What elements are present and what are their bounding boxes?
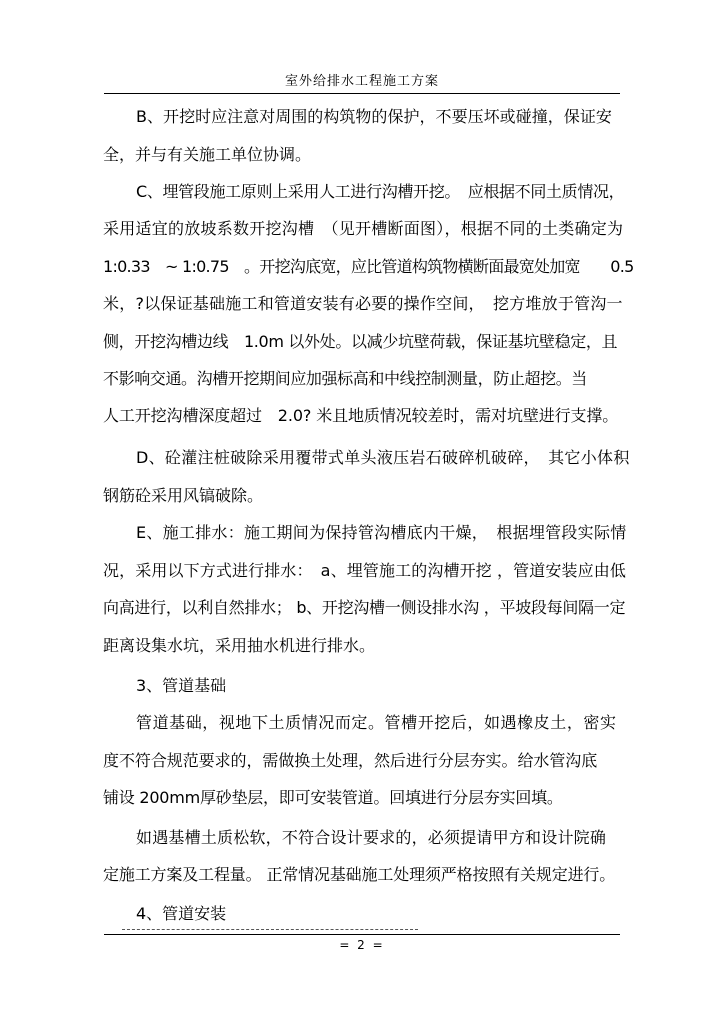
paragraph-line: 度不符合规范要求的，需做换土处理，然后进行分层夯实。给水管沟底 [103, 751, 598, 770]
page-number: = 2 = [339, 938, 385, 952]
section-heading: 4、管道安装 [136, 904, 227, 923]
paragraph-line: 全，并与有关施工单位协调。 [103, 145, 312, 164]
paragraph-line: E、施工排水：施工期间为保持管沟槽底内干燥， 根据埋管段实际情 [136, 523, 627, 542]
paragraph-line: 米，?以保证基础施工和管道安装有必要的操作空间， 挖方堆放于管沟一 [103, 294, 623, 313]
paragraph-line: 不影响交通。沟槽开挖期间应加强标高和中线控制测量，防止超挖。当 [103, 369, 587, 388]
footer-rule [104, 934, 620, 935]
paragraph-line: 采用适宜的放坡系数开挖沟槽 （见开槽断面图），根据不同的土类确定为 [103, 219, 624, 238]
section-heading: 3、管道基础 [136, 676, 227, 695]
paragraph-line: 侧，开挖沟槽边线 1.0m 以外处。以减少坑壁荷载，保证基坑壁稳定，且 [103, 332, 618, 351]
paragraph-line: 人工开挖沟槽深度超过 2.0? 米且地质情况较差时，需对坑壁进行支撑。 [103, 406, 619, 425]
header-rule [104, 93, 620, 94]
paragraph-line: 铺设 200mm厚砂垫层，即可安装管道。回填进行分层夯实回填。 [103, 788, 563, 807]
paragraph-line: B、开挖时应注意对周围的构筑物的保护，不要压坏或碰撞，保证安 [136, 107, 612, 126]
paragraph-line: 管道基础，视地下土质情况而定。管槽开挖后，如遇橡皮土，密实 [136, 713, 617, 732]
page-header-title: 室外给排水工程施工方案 [284, 74, 439, 89]
paragraph-line: 钢筋砼采用风镐破除。 [103, 486, 264, 505]
footer-dashed-rule [122, 929, 418, 930]
paragraph-line: 向高进行，以利自然排水； b、开挖沟槽一侧设排水沟 ，平坡段每间隔一定 [103, 598, 626, 617]
paragraph-line: 如遇基槽土质松软，不符合设计要求的，必须提请甲方和设计院确 [136, 828, 607, 847]
paragraph-line: 定施工方案及工程量。 正常情况基础施工处理须严格按照有关规定进行。 [103, 865, 616, 884]
paragraph-line: 况，采用以下方式进行排水： a、埋管施工的沟槽开挖 ，管道安装应由低 [103, 561, 626, 580]
paragraph-line: 1:0.33 ~ 1:0.75 。开挖沟底宽，应比管道构筑物横断面最宽处加宽 0.5 [103, 257, 634, 276]
paragraph-line: C、埋管段施工原则上采用人工进行沟槽开挖。 应根据不同土质情况， [136, 182, 625, 201]
paragraph-line: D、砼灌注桩破除采用覆带式单头液压岩石破碎机破碎， 其它小体积 [136, 448, 630, 467]
paragraph-line: 距离设集水坑，采用抽水机进行排水。 [103, 636, 376, 655]
